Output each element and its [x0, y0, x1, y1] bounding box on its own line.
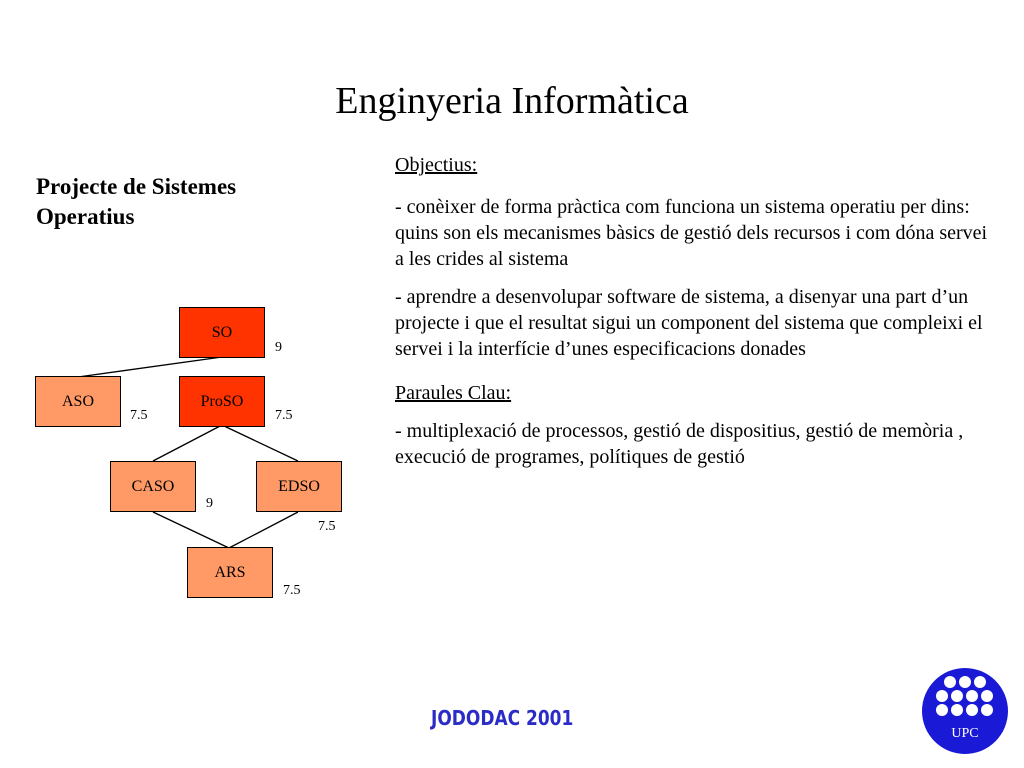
credit-proso: 7.5: [275, 408, 293, 423]
edge-proso-caso: [153, 425, 222, 461]
upc-logo-text: UPC: [951, 726, 979, 741]
objective-2: - aprendre a desenvolupar software de sistema, a disenyar una part d’un projecte i que el resultat sigui un component del sistema que compleixi el servei i la interfície d’unes especificacions donades: [395, 286, 983, 360]
node-caso: CASO: [110, 461, 196, 512]
objectives-heading: Objectius:: [395, 154, 478, 176]
edge-edso-ars: [229, 512, 298, 548]
credit-aso: 7.5: [130, 408, 148, 423]
credit-ars: 7.5: [283, 583, 301, 598]
upc-logo: [922, 668, 1008, 754]
keywords-text: - multiplexació de processos, gestió de dispositius, gestió de memòria , execució de programes, polítiques de gestió: [395, 420, 964, 468]
edge-proso-edso: [222, 425, 298, 461]
edge-caso-ars: [153, 512, 229, 548]
credit-caso: 9: [206, 496, 213, 511]
slide-subtitle: Projecte de Sistemes Operatius: [36, 174, 237, 229]
objective-1: - conèixer de forma pràctica com funciona un sistema operatiu per dins: quins son els mecanismes bàsics de gestió dels recursos i com dóna servei a les crides al sistema: [395, 196, 988, 270]
slide-title: Enginyeria Informàtica: [335, 80, 689, 122]
node-so: SO: [179, 307, 265, 358]
node-proso: ProSO: [179, 376, 265, 427]
credit-so: 9: [275, 340, 282, 355]
edge-so-aso: [78, 357, 222, 377]
node-edso: EDSO: [256, 461, 342, 512]
node-ars: ARS: [187, 547, 273, 598]
credit-edso: 7.5: [318, 519, 336, 534]
footer-text: JODODAC 2001: [431, 706, 574, 730]
node-aso: ASO: [35, 376, 121, 427]
keywords-heading: Paraules Clau:: [395, 382, 512, 404]
